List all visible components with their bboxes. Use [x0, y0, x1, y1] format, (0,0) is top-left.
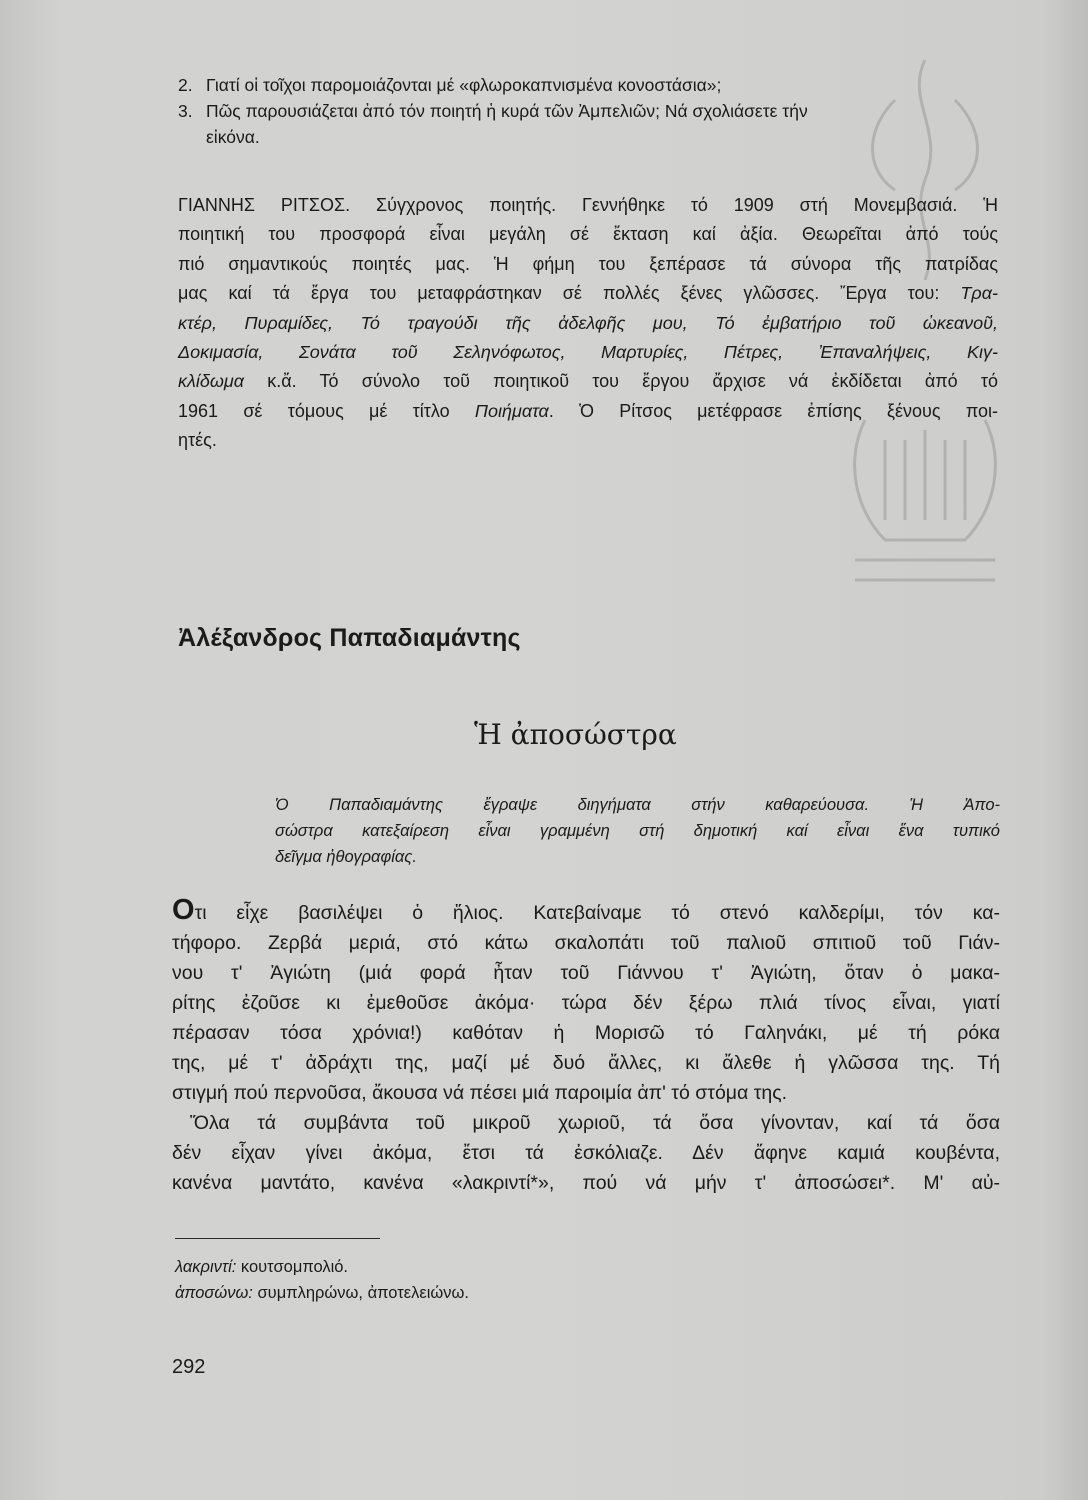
bio-italic-run: Τρα- [960, 283, 998, 304]
footnote-definition: συμπληρώνω, ἀποτελειώνω. [252, 1284, 469, 1302]
bio-line [178, 397, 998, 426]
bio-italic-run: Ποιήματα [474, 400, 549, 421]
bio-line [178, 338, 998, 367]
bio-text-run: ητές. [178, 430, 217, 451]
bio-line [178, 426, 998, 455]
bio-line [178, 367, 998, 396]
bio-italic-run: κλίδωμα [178, 371, 245, 392]
bio-text-run: πιό σημαντικούς ποιητές μας. Ἡ φήμη του ξεπέρασε τά σύνορα τῆς πατρίδας [178, 253, 998, 274]
footnote-definition: κουτσομπολιό. [236, 1258, 349, 1276]
question-line: Πῶς παρουσιάζεται ἀπό τόν ποιητή ἡ κυρά τῶν Ἀμπελιῶν; Νά σχολιάσετε τήν [206, 101, 808, 121]
bio-line [178, 220, 998, 249]
bio-italic-run: Δοκιμασία, Σονάτα τοῦ Σεληνόφωτος, Μαρτυρίες, Πέτρες, Ἐπαναλήψεις, Κιγ- [178, 342, 998, 363]
bio-text-run: . Ὁ Ρίτσος μετέφρασε ἐπίσης ξένους ποι- [548, 400, 998, 421]
bio-line [178, 191, 998, 220]
bio-text-run: ποιητική του προσφορά εἶναι μεγάλη σέ ἔκταση καί ἀξία. Θεωρεῖται ἀπό τούς [178, 224, 998, 245]
story-line: δέν εἶχαν γίνει ἀκόμα, ἔτσι τά ἐσκόλιαζε. Δέν ἄφηνε καμιά κουβέντα, [172, 1142, 1000, 1164]
story-line: Ὅλα τά συμβάντα τοῦ μικροῦ χωριοῦ, τά ὅσα γίνονταν, καί τά ὅσα [190, 1112, 1000, 1134]
footnote [175, 1280, 469, 1306]
footnote [175, 1254, 469, 1280]
footnote-term: ἀποσώνω: [175, 1284, 253, 1302]
bio-text-run: μας καί τά ἔργα του μεταφράστηκαν σέ πολλές ξένες γλῶσσες. Ἔργα του: [178, 283, 961, 304]
bio-line [178, 309, 998, 338]
footnote-divider [175, 1238, 380, 1239]
story-line: ρίτης ἐζοῦσε κι ἐμεθοῦσε ἀκόμα· τώρα δέν ξέρω πλιά τίνος εἶναι, γιατί [172, 992, 1000, 1014]
story-line: πέρασαν τόσα χρόνια!) καθόταν ἡ Μορισῶ τό Γαληνάκι, μέ τή ρόκα [172, 1022, 1000, 1044]
story-line: τήφορο. Ζερβά μεριά, στό κάτω σκαλοπάτι τοῦ παλιοῦ σπιτιοῦ τοῦ Γιάν- [172, 932, 1000, 954]
story-title: Ἡ ἀποσώστρα [474, 718, 677, 751]
review-questions [178, 72, 1008, 150]
intro-line: σώστρα κατεξαίρεση εἶναι γραμμένη στή δημοτική καί εἶναι ἕνα τυπικό [275, 822, 1000, 840]
question-number: 3. [178, 101, 193, 121]
author-heading: Ἀλέξανδρος Παπαδιαμάντης [178, 624, 521, 652]
bio-italic-run: κτέρ, Πυραμίδες, Τό τραγούδι τῆς ἀδελφῆς μου, Τό ἐμβατήριο τοῦ ὠκεανοῦ, [178, 312, 998, 333]
footnotes [175, 1254, 469, 1306]
question-line: εἰκόνα. [206, 127, 260, 147]
question-number: 2. [178, 75, 193, 95]
story-text [172, 894, 1000, 1198]
bio-line [178, 250, 998, 279]
poet-biography [178, 191, 998, 456]
question-text: Γιατί οἱ τοῖχοι παρομοιάζονται μέ «φλωροκαπνισμένα κονοστάσια»; [206, 75, 722, 95]
footnote-term: λακριντί: [175, 1258, 237, 1276]
story-line-text: τι εἶχε βασιλέψει ὁ ἥλιος. Κατεβαίναμε τό στενό καλδερίμι, τόν κα- [194, 902, 1000, 924]
question-item [178, 72, 1008, 98]
story-line [172, 894, 1000, 928]
bio-text-run: 1961 σέ τόμους μέ τίτλο [178, 400, 475, 421]
bio-text-run: ΓΙΑΝΝΗΣ ΡΙΤΣΟΣ. Σύγχρονος ποιητής. Γεννήθηκε τό 1909 στή Μονεμβασιά. Ἡ [178, 195, 998, 215]
drop-cap: Ο [172, 894, 195, 926]
bio-line [178, 279, 998, 308]
bio-text-run: κ.ἄ. Τό σύνολο τοῦ ποιητικοῦ του ἔργου ἄρχισε νά ἐκδίδεται ἀπό τό [244, 371, 998, 392]
intro-line: Ὁ Παπαδιαμάντης ἔγραψε διηγήματα στήν καθαρεύουσα. Ἡ Ἀπο- [275, 796, 1000, 814]
page-number: 292 [172, 1356, 206, 1378]
intro-line: δεῖγμα ἠθογραφίας. [275, 848, 417, 866]
question-item [178, 98, 1008, 150]
story-line: στιγμή πού περνοῦσα, ἄκουσα νά πέσει μιά παροιμία ἀπ' τό στόμα της. [172, 1082, 788, 1104]
story-introduction [275, 792, 1000, 870]
story-line: κανένα μαντάτο, κανένα «λακριντί*», πού νά μήν τ' ἀποσώσει*. Μ' αὐ- [172, 1172, 1000, 1194]
story-line: νου τ' Ἀγιώτη (μιά φορά ἦταν τοῦ Γιάννου τ' Ἀγιώτη, ὅταν ὁ μακα- [172, 962, 1000, 984]
story-line: της, μέ τ' ἀδράχτι της, μαζί μέ δυό ἄλλες, κι ἄλεθε ἡ γλῶσσα της. Τή [172, 1052, 1000, 1074]
question-text [206, 98, 1008, 150]
